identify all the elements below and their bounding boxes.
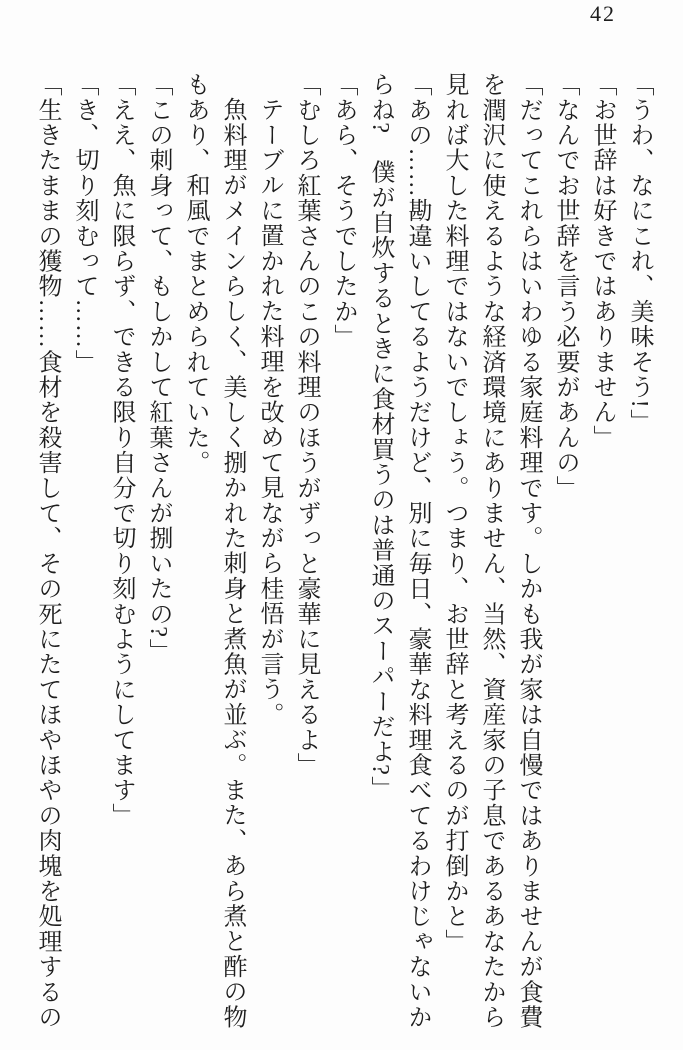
paragraph: 「ええ、魚に限らず、できる限り自分で切り刻むようにしてます」 xyxy=(108,72,134,828)
paragraph: 「お世辞は好きではありません」 xyxy=(589,72,615,450)
paragraph: 「なんでお世辞を言う必要があんの」 xyxy=(552,72,578,501)
paragraph: 「うわ、なにこれ、美味そう!」 xyxy=(626,72,652,434)
paragraph: 「むしろ紅葉さんのこの料理のほうがずっと豪華に見えるよ」 xyxy=(293,72,319,778)
paragraph: 「あの……勘違いしてるようだけど、別に毎日、豪華な料理食べてるわけじゃないからね? 僕が自炊するときに食材買うのは普通のスーパーだよ?」 xyxy=(367,72,430,1030)
paragraph: テーブルに置かれた料理を改めて見ながら桂悟が言う。 xyxy=(256,97,282,727)
paragraph: 「この刺身って、もしかして紅葉さんが捌いたの?」 xyxy=(145,72,171,664)
paragraph: 「あら、そうでしたか」 xyxy=(330,72,356,350)
paragraph: 魚料理がメインらしく、美しく捌かれた刺身と煮魚が並ぶ。また、あら煮と酢の物もあり、和風でまとめられていた。 xyxy=(182,72,245,1030)
paragraph: 「だってこれらはいわゆる家庭料理です。しかも我が家は自慢ではありませんが食費を潤沢に使えるような経済環境にありません、当然、資産家の子息であるあなたから見れば大した料理ではないでしょう。つまり、お世辞と考えるのが打倒かと」 xyxy=(441,72,541,1030)
text-block xyxy=(28,72,657,1032)
page-number: 42 xyxy=(590,1,616,26)
paragraph: 「生きたままの獲物……食材を殺害して、その死にたてほやほやの肉塊を処理するの xyxy=(34,72,60,1030)
paragraph: 「き、切り刻むって……」 xyxy=(71,72,97,375)
